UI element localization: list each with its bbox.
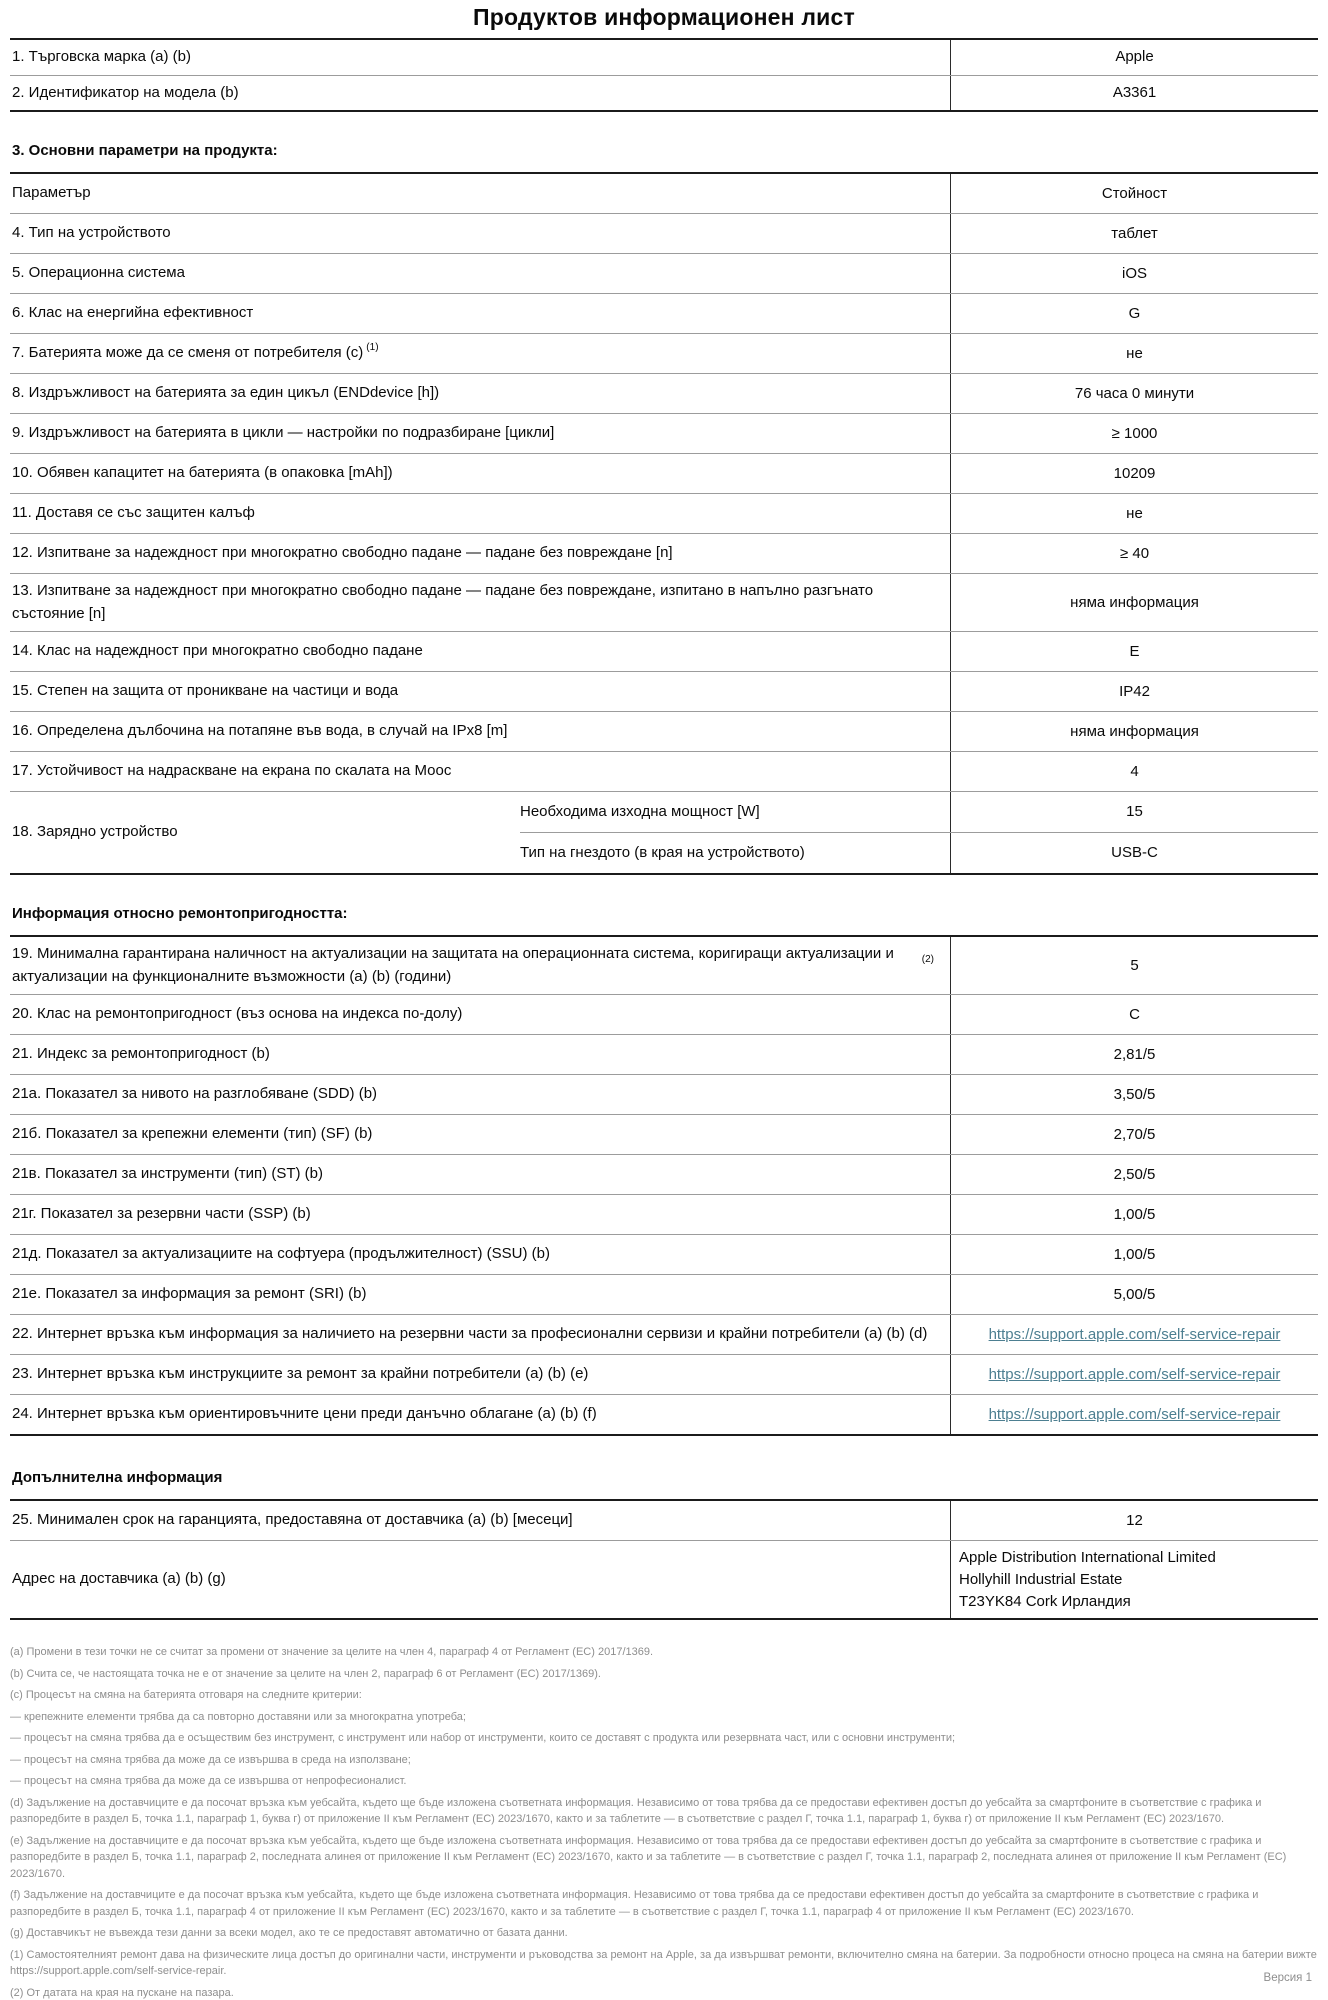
row-label: 15. Степен на защита от проникване на частици и вода — [12, 682, 399, 700]
row-label: 21е. Показател за информация за ремонт (SRI) (b) — [12, 1285, 367, 1303]
section-heading-main-params: 3. Основни параметри на продукта: — [12, 142, 278, 159]
row-label: 25. Минимален срок на гаранцията, предоставяна от доставчика (a) (b) [месеци] — [12, 1511, 573, 1529]
row-label: 18. Зарядно устройство — [12, 823, 178, 841]
subrow-label: Необходима изходна мощност [W] — [520, 803, 760, 821]
row-value: 2,81/5 — [1113, 1045, 1156, 1063]
row-value: E — [1129, 642, 1140, 660]
row-label-cell — [10, 76, 950, 111]
row-label: 21г. Показател за резервни части (SSP) (b) — [12, 1205, 311, 1223]
row-label-superscript: (2) — [921, 954, 934, 965]
row-value-cell — [950, 1115, 1318, 1154]
table-row — [10, 752, 1318, 792]
row-label-cell — [10, 1115, 950, 1154]
row-value: IP42 — [1119, 682, 1150, 700]
footnote: — процесът на смяна трябва да може да се извършва от непрофесионалист. — [10, 1775, 407, 1788]
row-label: 21. Индекс за ремонтопригодност (b) — [12, 1045, 270, 1063]
row-value: iOS — [1121, 264, 1147, 282]
row-label: 8. Издръжливост на батерията за един цикъл (ENDdevice [h]) — [12, 384, 440, 402]
footnote: (b) Счита се, че настоящата точка не е от значение за целите на член 2, параграф 6 от Регламент (ЕС) 2017/1369). — [10, 1667, 601, 1680]
row-value-cell — [950, 1355, 1318, 1394]
row-label-cell — [10, 1075, 950, 1114]
row-label-cell — [10, 574, 950, 631]
row-label-cell — [10, 632, 950, 671]
row-label: 21в. Показател за инструменти (тип) (ST) (b) — [12, 1165, 324, 1183]
row-value-cell — [950, 1315, 1318, 1354]
row-value-cell — [950, 454, 1318, 493]
additional-info-table — [10, 1499, 1318, 1620]
row-label: 20. Клас на ремонтопригодност (въз основа на индекса по-долу) — [12, 1005, 463, 1023]
table-row — [10, 1235, 1318, 1275]
address-line: Apple Distribution International Limited — [959, 1549, 1216, 1566]
row-value: 2,50/5 — [1113, 1165, 1156, 1183]
row-label: 16. Определена дълбочина на потапяне във вода, в случай на IPx8 [m] — [12, 722, 508, 740]
row-value: 1,00/5 — [1113, 1205, 1156, 1223]
row-value: 3,50/5 — [1113, 1085, 1156, 1103]
row-label-cell — [10, 534, 950, 573]
row-label-cell — [10, 1035, 950, 1074]
row-label-cell — [10, 752, 950, 791]
row-value-cell — [950, 1155, 1318, 1194]
table-row — [10, 937, 1318, 995]
subrow-label-cell — [520, 792, 950, 832]
row-label: 21а. Показател за нивото на разглобяване (SDD) (b) — [12, 1085, 378, 1103]
table-row — [10, 712, 1318, 752]
row-value-link[interactable]: https://support.apple.com/self-service-repair — [988, 1325, 1281, 1343]
version-label: Версия 1 — [1263, 1972, 1312, 1984]
footnote: (f) Задължение на доставчиците е да посочат връзка към уебсайта, където ще бъде изложена съответната информация. Независимо от това трябва да се предостави ефективен достъп до уебсайта за смартфоните в съответствие с графика и разпоредбите в раздел Б, точка 1.1, параграф 4 от приложение II към Регламент (ЕС) 2023/1670, както и за таблетите — в съответствие с раздел Г, точка 1.1, параграф 4 от приложение II към Регламент (ЕС) 2023/1670. — [10, 1889, 1259, 1918]
footnote: (c) Процесът на смяна на батерията отговаря на следните критерии: — [10, 1689, 362, 1702]
row-value-cell — [950, 937, 1318, 994]
row-value-cell — [950, 712, 1318, 751]
footnote: (d) Задължение на доставчиците е да посочат връзка към уебсайта, където ще бъде изложена съответната информация. Независимо от това трябва да се предостави ефективен достъп до уебсайта за смартфоните в съответствие с графика и разпоредбите в раздел Б, точка 1.1, параграф 1, буква г) от приложение II към Регламент (ЕС) 2023/1670, както и за таблетите — в съответствие с раздел Г, точка 1.1, параграф 1, буква г) от приложение II към Регламент (ЕС) 2023/1670. — [10, 1796, 1262, 1826]
row-value-cell — [950, 1501, 1318, 1540]
table-row — [10, 254, 1318, 294]
row-label-cell — [10, 494, 950, 533]
row-value: Apple — [1115, 48, 1154, 66]
row-label-cell — [10, 374, 950, 413]
footnote: — процесът на смяна трябва да може да се извършва в среда на използване; — [10, 1753, 411, 1766]
charger-subrow — [520, 832, 1318, 873]
section-heading-repairability: Информация относно ремонтопригодността: — [12, 905, 348, 922]
row-label-cell — [10, 995, 950, 1034]
row-label-cell — [10, 672, 950, 711]
row-value-cell — [950, 76, 1318, 111]
row-label-cell — [10, 414, 950, 453]
footnote: — крепежните елементи трябва да са повторно доставяни или за многократна употреба; — [10, 1710, 466, 1723]
row-value: 76 часа 0 минути — [1074, 384, 1195, 402]
footnote: — процесът на смяна трябва да е осъществим без инструмент, с инструмент или набор от инструменти, които се доставят с продукта или резервната част, или с основни инструменти; — [10, 1732, 956, 1745]
section-heading-additional-info: Допълнителна информация — [12, 1469, 223, 1486]
charger-subrow — [520, 792, 1318, 832]
row-label: 19. Минимална гарантирана наличност на актуализации на защитата на операционната система, коригиращи актуализации и актуализации на функционалните възможности (a) (b) (години) — [12, 945, 894, 985]
page-title: Продуктов информационен лист — [473, 4, 855, 30]
row-label: 9. Издръжливост на батерията в цикли — настройки по подразбиране [цикли] — [12, 424, 555, 442]
table-row — [10, 1315, 1318, 1355]
row-label: 5. Операционна система — [12, 264, 185, 282]
row-label-cell — [10, 1235, 950, 1274]
row-value-cell — [950, 334, 1318, 373]
row-value-cell — [950, 254, 1318, 293]
row-value: 12 — [1126, 1511, 1143, 1529]
table-row — [10, 414, 1318, 454]
row-value: 10209 — [1113, 464, 1156, 482]
row-label-cell — [10, 937, 950, 994]
row-label-cell — [10, 1395, 950, 1434]
footnote: (2) От датата на края на пускане на пазара. — [10, 1986, 234, 1999]
main-params-table — [10, 172, 1318, 875]
row-label: 24. Интернет връзка към ориентировъчните цени преди данъчно облагане (a) (b) (f) — [12, 1405, 597, 1423]
row-value-link[interactable]: https://support.apple.com/self-service-repair — [988, 1405, 1281, 1423]
row-value: Стойност — [1101, 184, 1168, 202]
row-label: 13. Изпитване за надеждност при многократно свободно падане — падане без повреждане, изпитано в напълно разгънато състояние [n] — [12, 582, 874, 622]
table-row — [10, 1541, 1318, 1618]
row-value-cell — [950, 1541, 1318, 1618]
table-row — [10, 214, 1318, 254]
row-value: 1,00/5 — [1113, 1245, 1156, 1263]
row-label-cell — [10, 1355, 950, 1394]
row-label-cell — [10, 1315, 950, 1354]
row-value: таблет — [1111, 224, 1158, 242]
row-value-cell — [950, 294, 1318, 333]
row-value: USB-C — [1111, 844, 1158, 862]
row-value-cell — [950, 1035, 1318, 1074]
row-value: няма информация — [1070, 593, 1199, 611]
row-label-cell — [10, 454, 950, 493]
row-value-cell — [950, 632, 1318, 671]
table-row — [10, 1035, 1318, 1075]
row-value-cell — [950, 534, 1318, 573]
table-row — [10, 374, 1318, 414]
row-value: ≥ 1000 — [1111, 424, 1158, 442]
table-row — [10, 1075, 1318, 1115]
row-value: C — [1129, 1005, 1140, 1023]
identification-table — [10, 38, 1318, 112]
row-label: 7. Батерията може да се сменя от потребителя (c) — [12, 344, 364, 362]
row-label: 11. Доставя се със защитен калъф — [12, 504, 255, 522]
footnote: (e) Задължение на доставчиците е да посочат връзка към уебсайта, където ще бъде изложена съответната информация. Независимо от това трябва да се предостави ефективен достъп до уебсайта за смартфоните в съответствие с графика и разпоредбите в раздел Б, точка 1.1, параграф 2, последната алинея от приложение II към Регламент (ЕС) 2023/1670, както и за таблетите — в съответствие с раздел Г, точка 1.1, параграф 2, последната алинея от приложение II към Регламент (ЕС) 2023/1670. — [10, 1834, 1287, 1880]
table-row — [10, 1275, 1318, 1315]
table-row — [10, 1395, 1318, 1434]
row-label: 21д. Показател за актуализациите на софтуера (продължителност) (SSU) (b) — [12, 1245, 551, 1263]
row-value-cell — [950, 414, 1318, 453]
table-row — [10, 1195, 1318, 1235]
footnote: (a) Промени в тези точки не се считат за промени от значение за целите на член 4, параграф 4 от Регламент (ЕС) 2017/1369. — [10, 1646, 654, 1659]
table-row — [10, 294, 1318, 334]
row-value: няма информация — [1070, 722, 1199, 740]
table-row — [10, 1155, 1318, 1195]
row-value-cell — [950, 1235, 1318, 1274]
row-label-cell — [10, 1541, 950, 1618]
row-label: 17. Устойчивост на надраскване на екрана по скалата на Моос — [12, 762, 452, 780]
subrow-label: Тип на гнездото (в края на устройството) — [520, 844, 805, 862]
row-label-cell — [10, 1155, 950, 1194]
table-row — [10, 454, 1318, 494]
row-label: 22. Интернет връзка към информация за наличието на резервни части за професионални сервизи и крайни потребители (a) (b) (d) — [12, 1325, 928, 1343]
table-row — [10, 1355, 1318, 1395]
row-label: Параметър — [12, 184, 91, 202]
subrow-label-cell — [520, 833, 950, 873]
table-row — [10, 174, 1318, 214]
row-label-cell — [10, 334, 950, 373]
footnote: (g) Доставчикът не въвежда тези данни за всеки модел, ако те се предоставят автоматично от базата данни. — [10, 1927, 568, 1940]
row-value-link[interactable]: https://support.apple.com/self-service-repair — [988, 1365, 1281, 1383]
row-label: 1. Търговска марка (a) (b) — [12, 48, 191, 65]
row-label-cell — [10, 214, 950, 253]
row-value-cell — [950, 374, 1318, 413]
row-label-cell — [10, 1195, 950, 1234]
row-value-cell — [950, 752, 1318, 791]
table-row — [10, 995, 1318, 1035]
row-value: 2,70/5 — [1113, 1125, 1156, 1143]
repairability-table — [10, 935, 1318, 1436]
table-row — [10, 1501, 1318, 1541]
footnote: (1) Самостоятелният ремонт дава на физическите лица достъп до оригинални части, инструменти и ръководства за ремонт на Apple, за да извършват ремонти, включително смяна на батерии. За подробности относно процеса на смяна на батерии вижте https://support.apple.com/self-service-repair. — [10, 1948, 1317, 1978]
row-value: 15 — [1126, 803, 1143, 821]
row-label-cell — [10, 174, 950, 213]
table-row — [10, 574, 1318, 632]
row-value-cell — [950, 792, 1318, 832]
charger-subcolumn — [520, 792, 1318, 873]
address-line: Hollyhill Industrial Estate — [959, 1570, 1123, 1588]
table-row — [10, 672, 1318, 712]
row-value-cell — [950, 1395, 1318, 1434]
row-value-cell — [950, 214, 1318, 253]
row-value-cell — [950, 174, 1318, 213]
row-value-cell — [950, 1275, 1318, 1314]
row-value-cell — [950, 672, 1318, 711]
row-value-cell — [950, 40, 1318, 75]
table-row — [10, 494, 1318, 534]
row-label: 14. Клас на надеждност при многократно свободно падане — [12, 642, 423, 660]
row-label-superscript: (1) — [366, 342, 379, 353]
row-value: 5,00/5 — [1113, 1285, 1156, 1303]
row-value: не — [1126, 504, 1143, 522]
row-label: 23. Интернет връзка към инструкциите за ремонт за крайни потребители (a) (b) (e) — [12, 1365, 589, 1383]
table-row — [10, 632, 1318, 672]
footnotes-block — [10, 1644, 1318, 2000]
row-value-cell — [950, 995, 1318, 1034]
row-label: Адрес на доставчика (a) (b) (g) — [12, 1570, 226, 1588]
row-label: 12. Изпитване за надеждност при многократно свободно падане — падане без повреждане [n] — [12, 544, 673, 562]
row-value: A3361 — [1112, 83, 1157, 101]
row-value: не — [1126, 344, 1143, 362]
row-value: G — [1128, 304, 1141, 322]
row-value-cell — [950, 1075, 1318, 1114]
row-value: 5 — [1130, 956, 1139, 974]
row-label: 6. Клас на енергийна ефективност — [12, 304, 254, 322]
table-row-charger — [10, 792, 1318, 873]
row-label-cell — [10, 294, 950, 333]
table-row — [10, 40, 1318, 76]
row-value-cell — [950, 833, 1318, 873]
row-label: 2. Идентификатор на модела (b) — [12, 83, 239, 101]
table-row — [10, 534, 1318, 574]
row-value-cell — [950, 574, 1318, 631]
table-row — [10, 1115, 1318, 1155]
table-row — [10, 76, 1318, 111]
row-label-cell — [10, 1275, 950, 1314]
table-row — [10, 334, 1318, 374]
row-label-cell — [10, 1501, 950, 1540]
row-label-cell — [10, 254, 950, 293]
row-label: 4. Тип на устройството — [12, 224, 171, 242]
row-label: 10. Обявен капацитет на батерията (в опаковка [mAh]) — [12, 464, 393, 482]
row-value-cell — [950, 494, 1318, 533]
address-line: T23YK84 Cork Ирландия — [959, 1592, 1131, 1610]
row-value-cell — [950, 1195, 1318, 1234]
row-label-cell — [10, 40, 950, 75]
row-value: 4 — [1130, 762, 1139, 780]
row-label: 21б. Показател за крепежни елементи (тип) (SF) (b) — [12, 1125, 373, 1143]
row-label-cell — [10, 712, 950, 751]
row-value: ≥ 40 — [1119, 544, 1150, 562]
row-label-cell — [10, 792, 520, 873]
